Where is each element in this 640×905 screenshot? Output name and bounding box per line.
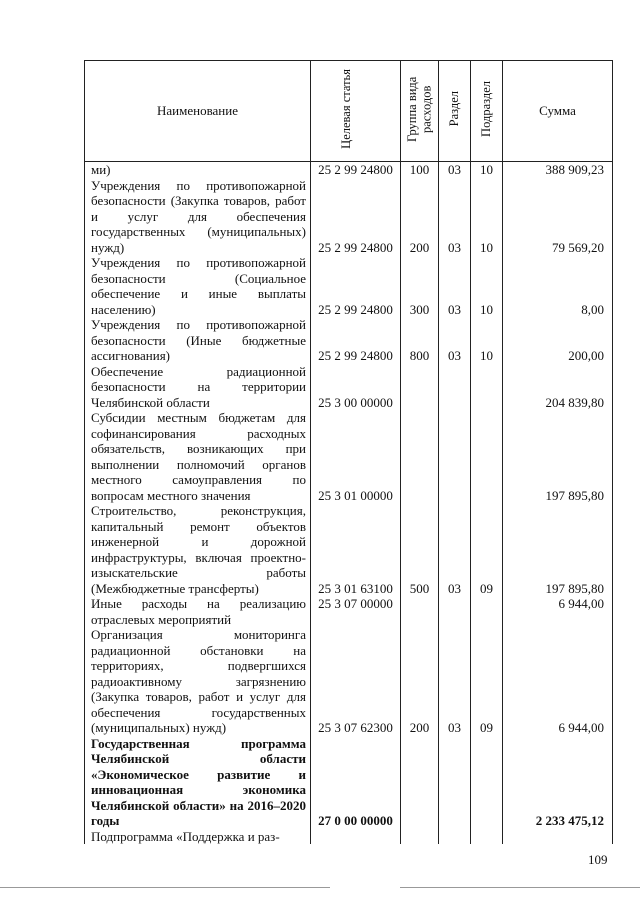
row-subsection: 10 xyxy=(471,162,503,178)
budget-table-container xyxy=(84,60,612,844)
row-sum: 2 233 475,12 xyxy=(503,736,613,829)
table-header-row xyxy=(85,61,613,162)
row-group xyxy=(401,596,439,627)
row-name: Обеспечение радиационной безопасности на территории Челябинской области xyxy=(85,364,311,411)
header-section-label: Раздел xyxy=(447,91,462,127)
row-sum: 197 895,80 xyxy=(503,503,613,596)
table-row xyxy=(85,317,613,364)
budget-table xyxy=(84,60,613,844)
row-subsection xyxy=(471,829,503,845)
row-name: Строительство, реконструкция, капитальный ремонт объектов инженерной и дорожной инфраструктуры, включая проектно-изыскательские работы (Межбюджетные трансферты) xyxy=(85,503,311,596)
row-subsection: 09 xyxy=(471,627,503,736)
row-subsection xyxy=(471,736,503,829)
row-section: 03 xyxy=(439,503,471,596)
row-section xyxy=(439,736,471,829)
row-name: Субсидии местным бюджетам для софинансирования расходных обязательств, возникающих при выполнении полномочий органов местного самоуправления по вопросам местного значения xyxy=(85,410,311,503)
row-section xyxy=(439,410,471,503)
row-group: 300 xyxy=(401,255,439,317)
header-subsection-label: Подраздел xyxy=(479,81,494,137)
row-subsection: 10 xyxy=(471,255,503,317)
row-name: Организация мониторинга радиационной обстановки на территориях, подвергшихся радиоактивному загрязнению (Закупка товаров, работ и услуг для обеспечения государственных (муниципальных) нужд) xyxy=(85,627,311,736)
row-code: 25 3 01 00000 xyxy=(311,410,401,503)
row-subsection: 09 xyxy=(471,503,503,596)
table-row xyxy=(85,596,613,627)
row-name: Учреждения по противопожарной безопасности (Социальное обеспечение и иные выплаты населению) xyxy=(85,255,311,317)
row-name: Подпрограмма «Поддержка и раз- xyxy=(85,829,311,845)
row-code: 25 3 00 00000 xyxy=(311,364,401,411)
row-subsection xyxy=(471,596,503,627)
row-name: Учреждения по противопожарной безопасности (Иные бюджетные ассигнования) xyxy=(85,317,311,364)
header-section xyxy=(439,61,471,162)
row-group xyxy=(401,364,439,411)
table-row xyxy=(85,410,613,503)
row-sum: 204 839,80 xyxy=(503,364,613,411)
table-row xyxy=(85,829,613,845)
row-code xyxy=(311,829,401,845)
row-group: 500 xyxy=(401,503,439,596)
row-section xyxy=(439,829,471,845)
row-name: Иные расходы на реализацию отраслевых мероприятий xyxy=(85,596,311,627)
row-code: 25 3 07 62300 xyxy=(311,627,401,736)
row-section: 03 xyxy=(439,255,471,317)
row-group xyxy=(401,829,439,845)
row-sum: 6 944,00 xyxy=(503,627,613,736)
row-sum xyxy=(503,829,613,845)
row-sum: 79 569,20 xyxy=(503,178,613,256)
row-sum: 197 895,80 xyxy=(503,410,613,503)
row-group: 200 xyxy=(401,178,439,256)
table-row xyxy=(85,255,613,317)
row-code: 25 2 99 24800 xyxy=(311,162,401,178)
row-group: 100 xyxy=(401,162,439,178)
row-code: 25 2 99 24800 xyxy=(311,255,401,317)
row-sum: 8,00 xyxy=(503,255,613,317)
header-expense-group xyxy=(401,61,439,162)
table-row xyxy=(85,364,613,411)
row-sum: 388 909,23 xyxy=(503,162,613,178)
row-subsection: 10 xyxy=(471,178,503,256)
row-subsection xyxy=(471,410,503,503)
page-edge-line-right xyxy=(400,887,640,888)
table-body xyxy=(85,162,613,845)
page-number: 109 xyxy=(588,852,608,867)
table-row xyxy=(85,178,613,256)
table-row xyxy=(85,627,613,736)
header-name: Наименование xyxy=(85,61,311,162)
table-row xyxy=(85,736,613,829)
row-group: 800 xyxy=(401,317,439,364)
header-sum: Сумма xyxy=(503,61,613,162)
header-subsection xyxy=(471,61,503,162)
row-subsection xyxy=(471,364,503,411)
row-group xyxy=(401,410,439,503)
row-group xyxy=(401,736,439,829)
header-target-article xyxy=(311,61,401,162)
row-group: 200 xyxy=(401,627,439,736)
row-code: 25 2 99 24800 xyxy=(311,178,401,256)
table-row xyxy=(85,503,613,596)
row-section xyxy=(439,596,471,627)
row-section: 03 xyxy=(439,627,471,736)
page-edge-line xyxy=(0,887,330,888)
table-row xyxy=(85,162,613,178)
row-code: 25 3 01 63100 xyxy=(311,503,401,596)
row-section xyxy=(439,364,471,411)
row-code: 25 2 99 24800 xyxy=(311,317,401,364)
header-target-article-label: Целевая статья xyxy=(338,69,353,149)
row-sum: 200,00 xyxy=(503,317,613,364)
header-expense-group-label: Группа вида расходов xyxy=(404,76,433,142)
row-name: Государственная программа Челябинской области «Экономическое развитие и инновационная экономика Челябинской области» на 2016–2020 годы xyxy=(85,736,311,829)
row-code: 25 3 07 00000 xyxy=(311,596,401,627)
row-name: Учреждения по противопожарной безопасности (Закупка товаров, работ и услуг для обеспечения государственных (муниципальных) нужд) xyxy=(85,178,311,256)
row-section: 03 xyxy=(439,178,471,256)
row-section: 03 xyxy=(439,162,471,178)
row-sum: 6 944,00 xyxy=(503,596,613,627)
row-section: 03 xyxy=(439,317,471,364)
row-code: 27 0 00 00000 xyxy=(311,736,401,829)
row-name: ми) xyxy=(85,162,311,178)
row-subsection: 10 xyxy=(471,317,503,364)
